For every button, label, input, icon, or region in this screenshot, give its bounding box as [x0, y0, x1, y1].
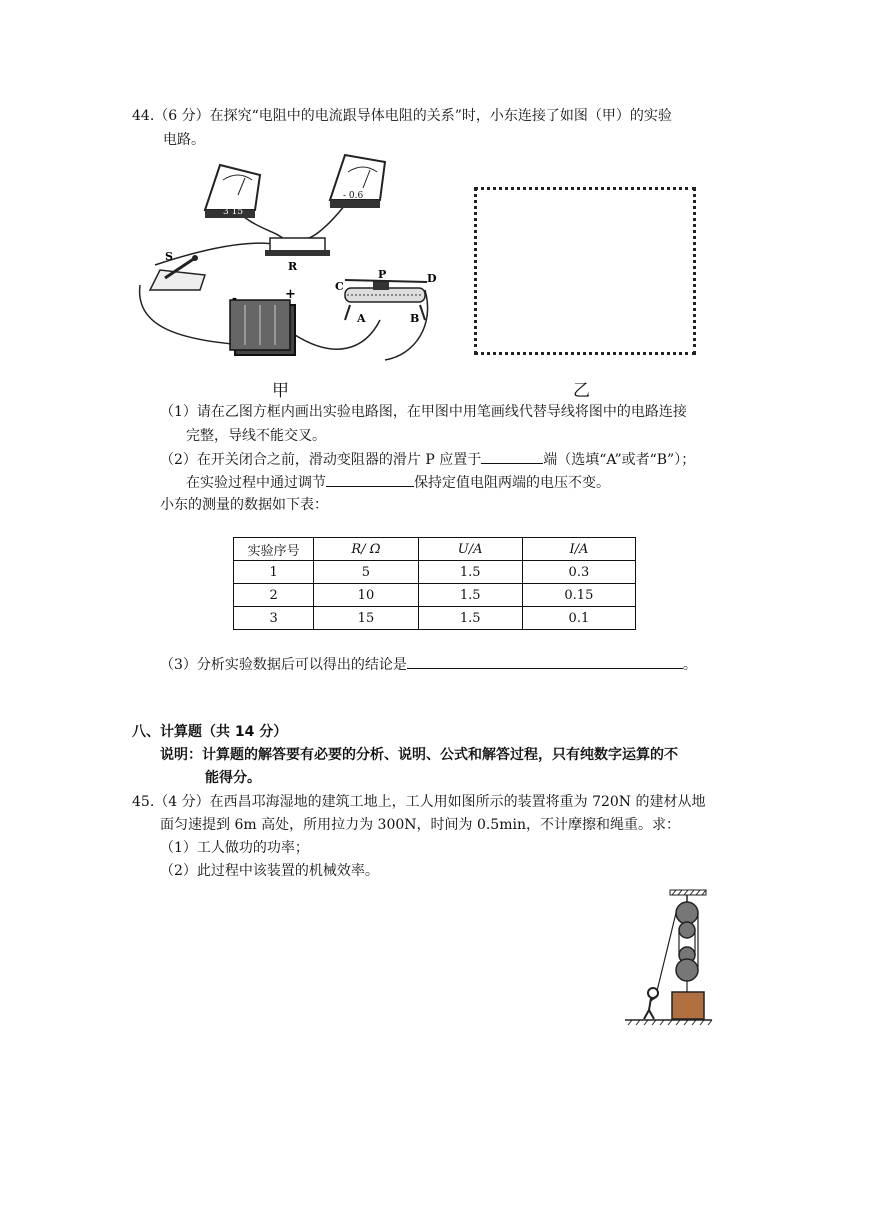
circuit-figure-jia [135, 150, 440, 400]
q44-table-intro: 小东的测量的数据如下表： [160, 497, 328, 513]
section8-note-line2: 能得分。 [205, 770, 261, 786]
q45-line1: 45.（4 分）在西昌邛海湿地的建筑工地上，工人用如图所示的装置将重为 720N 的建材从地 [132, 794, 706, 810]
voltmeter-label: 3 15 [223, 207, 244, 217]
section8-note-line1: 说明：计算题的解答要有必要的分析、说明、公式和解答过程，只有纯数字运算的不 [160, 747, 678, 763]
rheostat-label-p: P [378, 268, 387, 281]
q44-line1: 44.（6 分）在探究“电阻中的电流跟导体电阻的关系”时，小东连接了如图（甲）的实验 [132, 108, 672, 124]
battery-icon [230, 287, 296, 355]
data-table [233, 537, 636, 630]
table-row [234, 561, 636, 584]
table-cell: 5 [314, 561, 418, 584]
table-cell: 15 [314, 607, 418, 630]
ammeter-icon [330, 155, 385, 208]
worker-icon [644, 988, 658, 1019]
resistor-label: R [288, 260, 298, 273]
battery-plus: + [285, 287, 296, 302]
rheostat-label-d: D [427, 272, 437, 285]
figure-jia-caption: 甲 [272, 381, 289, 401]
battery-minus: - [232, 291, 237, 305]
voltmeter-icon [205, 165, 260, 218]
table-header-row [234, 538, 636, 561]
fixed-pulley-icon [676, 902, 698, 924]
q44-sub2-blank-end[interactable] [481, 449, 543, 464]
switch-label: S [165, 250, 173, 263]
q44-sub3-end: 。 [682, 657, 697, 673]
table-cell: 0.1 [522, 607, 635, 630]
q44-line2: 电路。 [163, 132, 205, 148]
table-header: I/A [522, 538, 635, 561]
table-header: R/ Ω [314, 538, 418, 561]
table-cell: 3 [234, 607, 314, 630]
table-cell: 0.15 [522, 584, 635, 607]
table-cell: 1 [234, 561, 314, 584]
table-cell: 1.5 [418, 607, 522, 630]
rheostat-icon [335, 268, 437, 325]
table-row [234, 584, 636, 607]
table-row [234, 607, 636, 630]
movable-pulley-icon [676, 959, 698, 981]
q44-sub3 [160, 654, 697, 675]
rheostat-label-b: B [410, 312, 420, 325]
q44-sub3-text: （3）分析实验数据后可以得出的结论是 [160, 657, 407, 673]
rheostat-label-a: A [357, 312, 366, 325]
resistor-icon [265, 238, 330, 273]
q44-sub2-text-c: 在实验过程中通过调节 [186, 475, 326, 491]
q44-sub2-text-b: 端（选填“A”或者“B”）； [543, 452, 696, 468]
table-cell: 1.5 [418, 584, 522, 607]
q44-sub2-line2 [186, 472, 610, 493]
ammeter-label: - 0.6 [343, 191, 364, 201]
rheostat-label-c: C [335, 280, 344, 293]
q45-sub2: （2）此过程中该装置的机械效率。 [160, 863, 379, 879]
q44-sub1-line2: 完整，导线不能交叉。 [186, 428, 326, 444]
building-material-block [672, 992, 704, 1019]
switch-icon [150, 250, 205, 290]
q44-sub2-text-a: （2）在开关闭合之前，滑动变阻器的滑片 P 应置于 [160, 452, 482, 468]
q45-line2: 面匀速提到 6m 高处，所用拉力为 300N，时间为 0.5min，不计摩擦和绳重。求： [160, 817, 680, 833]
table-header: U/A [418, 538, 522, 561]
q44-sub2-text-d: 保持定值电阻两端的电压不变。 [414, 475, 610, 491]
table-header: 实验序号 [234, 538, 314, 561]
table-cell: 2 [234, 584, 314, 607]
q45-sub1: （1）工人做功的功率； [160, 840, 309, 856]
q44-sub1-line1: （1）请在乙图方框内画出实验电路图，在甲图中用笔画线代替导线将图中的电路连接 [160, 404, 687, 420]
table-cell: 10 [314, 584, 418, 607]
q44-sub2-blank-adjust[interactable] [326, 472, 414, 487]
table-cell: 0.3 [522, 561, 635, 584]
q44-sub3-blank-conclusion[interactable] [407, 654, 683, 669]
table-cell: 1.5 [418, 561, 522, 584]
figure-yi-answer-box[interactable] [474, 187, 696, 355]
figure-yi-caption: 乙 [573, 381, 590, 401]
pulley-system-figure [620, 885, 715, 1035]
q44-sub2-line1 [160, 449, 695, 470]
section8-title: 八、计算题（共 14 分） [132, 724, 288, 740]
